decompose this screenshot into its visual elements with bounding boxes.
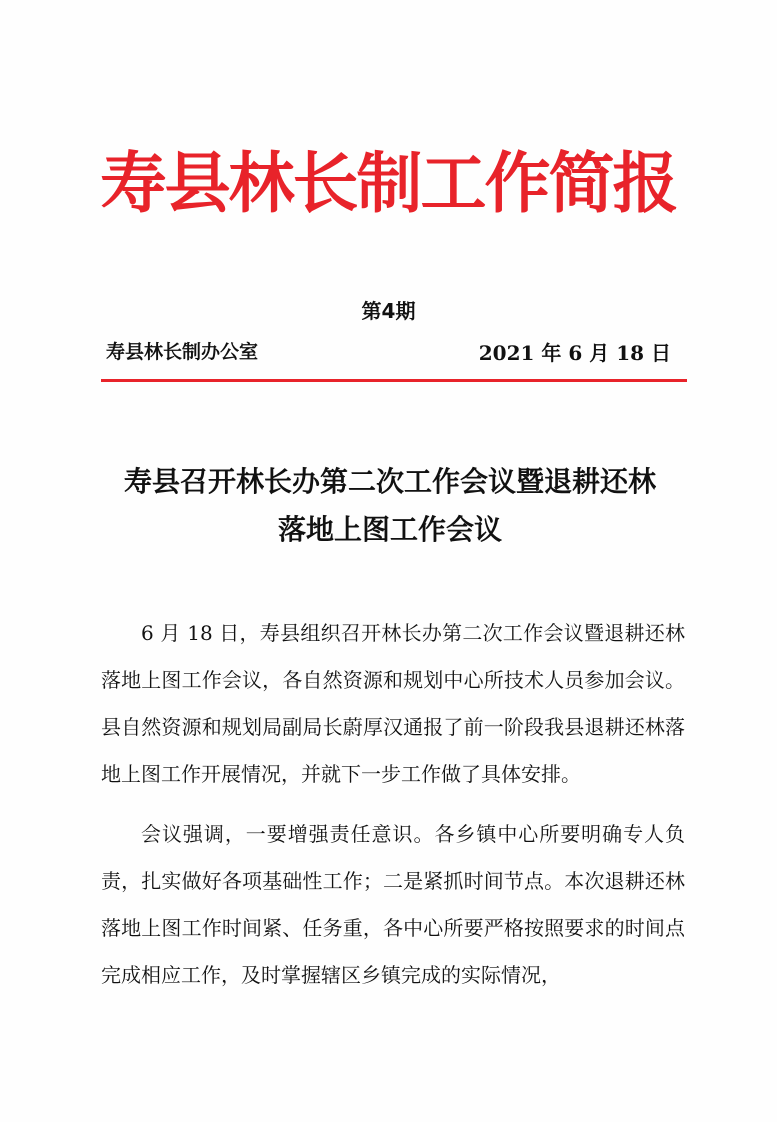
issuing-office: 寿县林长制办公室 [106,341,259,363]
masthead-title: 寿县林长制工作简报 [100,144,677,222]
article-title-line-2: 落地上图工作会议 [277,513,502,546]
issue-number: 第4期 [361,299,416,323]
paragraph: 会议强调，一要增强责任意识。各乡镇中心所要明确专人负责，扎实做好各项基础性工作；二是紧抓时间节点。本次退耕还林落地上图工作时间紧、任务重，各中心所要严格按照要求的时间点完成相应工作，及时掌握辖区乡镇完成的实际情况， [101,822,685,987]
article-body [101,610,685,1012]
article-title-line-1: 寿县召开林长办第二次工作会议暨退耕还林 [123,465,656,498]
red-separator-line [101,379,687,382]
issue-date: 2021 年 6 月 18 日 [478,341,671,365]
article-title [90,458,690,554]
paragraph: 6 月 18 日，寿县组织召开林长办第二次工作会议暨退耕还林落地上图工作会议，各自然资源和规划中心所技术人员参加会议。县自然资源和规划局副局长蔚厚汉通报了前一阶段我县退耕还林落地上图工作开展情况，并就下一步工作做了具体安排。 [101,621,685,786]
